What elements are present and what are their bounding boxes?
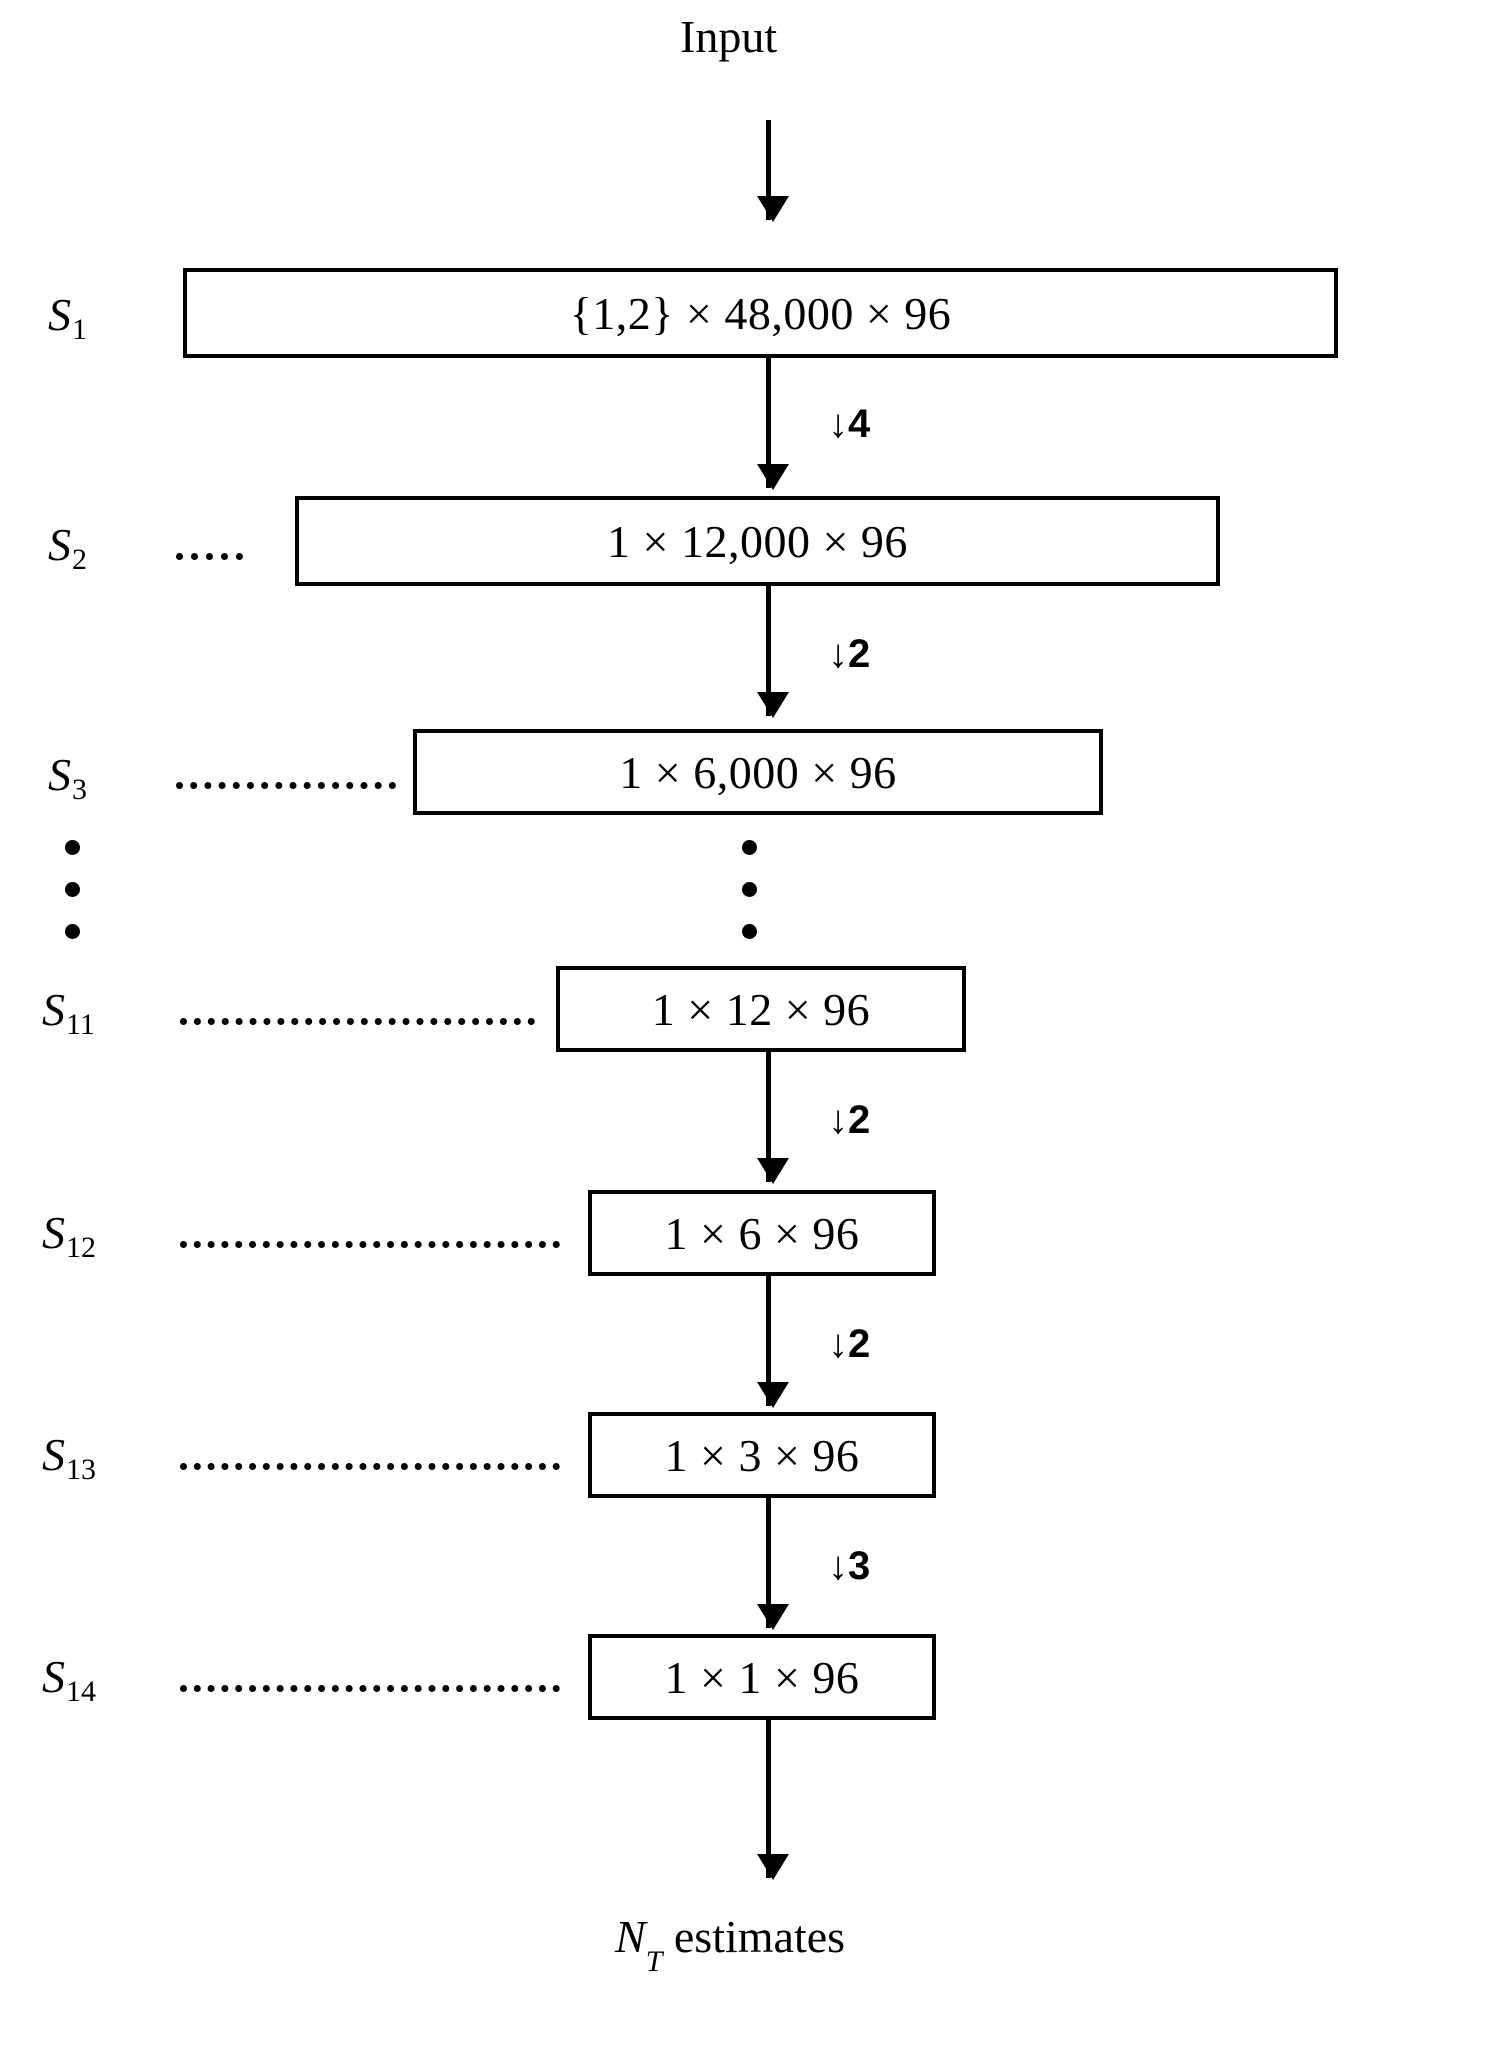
stage-label-s13: $S_{13}$ — [42, 1429, 96, 1486]
output-label-suffix: estimates — [662, 1911, 846, 1962]
stage-box-s13: 1 × 3 × 96 — [588, 1412, 936, 1498]
stage-label-s11: $S_{11}$ — [42, 984, 95, 1041]
stage-box-s11: 1 × 12 × 96 — [556, 966, 966, 1052]
stage-label-s12: $S_{12}$ — [42, 1207, 96, 1264]
downsample-label-s2: ↓2 — [828, 632, 871, 676]
stage-label-s1: $S_1$ — [48, 289, 87, 346]
ellipsis-dot-left-1 — [65, 840, 80, 855]
downsample-label-s11: ↓2 — [828, 1098, 871, 1142]
stage-sub-s14: 14 — [66, 1675, 96, 1708]
downsample-label-s13: ↓3 — [828, 1544, 871, 1588]
leader-line-s3 — [176, 782, 396, 789]
leader-line-s13 — [180, 1463, 560, 1470]
output-label-subscript: T — [645, 1945, 663, 1979]
stage-label-s14: $S_{14}$ — [42, 1651, 96, 1708]
downsample-label-s12: ↓2 — [828, 1322, 871, 1366]
arrow-s13-to-s14 — [766, 1498, 771, 1628]
input-label: Input — [680, 11, 778, 62]
ellipsis-dot-center-3 — [742, 924, 757, 939]
stage-sub-s12: 12 — [66, 1231, 96, 1264]
stage-box-s12: 1 × 6 × 96 — [588, 1190, 936, 1276]
leader-line-s14 — [180, 1685, 560, 1692]
ellipsis-dot-left-3 — [65, 924, 80, 939]
ellipsis-dot-center-1 — [742, 840, 757, 855]
downsample-label-s1: ↓4 — [828, 402, 871, 446]
arrow-input-to-s1 — [766, 120, 771, 220]
stage-box-s14: 1 × 1 × 96 — [588, 1634, 936, 1720]
stage-box-s3: 1 × 6,000 × 96 — [413, 729, 1103, 815]
stage-sub-s3: 3 — [72, 773, 87, 806]
ellipsis-dot-left-2 — [65, 882, 80, 897]
stage-label-s2: $S_2$ — [48, 519, 87, 576]
stage-sub-s1: 1 — [72, 313, 87, 346]
stage-sub-s13: 13 — [66, 1453, 96, 1486]
output-label — [615, 1910, 846, 1979]
arrow-s11-to-s12 — [766, 1052, 771, 1182]
output-label-symbol: N — [615, 1911, 646, 1962]
stage-sub-s11: 11 — [66, 1008, 95, 1041]
stage-box-s2: 1 × 12,000 × 96 — [295, 496, 1220, 586]
arrow-s2-to-s3 — [766, 586, 771, 716]
arrow-s12-to-s13 — [766, 1276, 771, 1406]
stage-label-s3: $S_3$ — [48, 749, 87, 806]
leader-line-s12 — [180, 1241, 560, 1248]
stage-box-s1: {1,2} × 48,000 × 96 — [183, 268, 1338, 358]
arrow-s1-to-s2 — [766, 358, 771, 488]
arrow-s14-to-output — [766, 1720, 771, 1878]
stage-sub-s2: 2 — [72, 543, 87, 576]
ellipsis-dot-center-2 — [742, 882, 757, 897]
leader-line-s2 — [176, 553, 243, 560]
leader-line-s11 — [180, 1018, 535, 1025]
